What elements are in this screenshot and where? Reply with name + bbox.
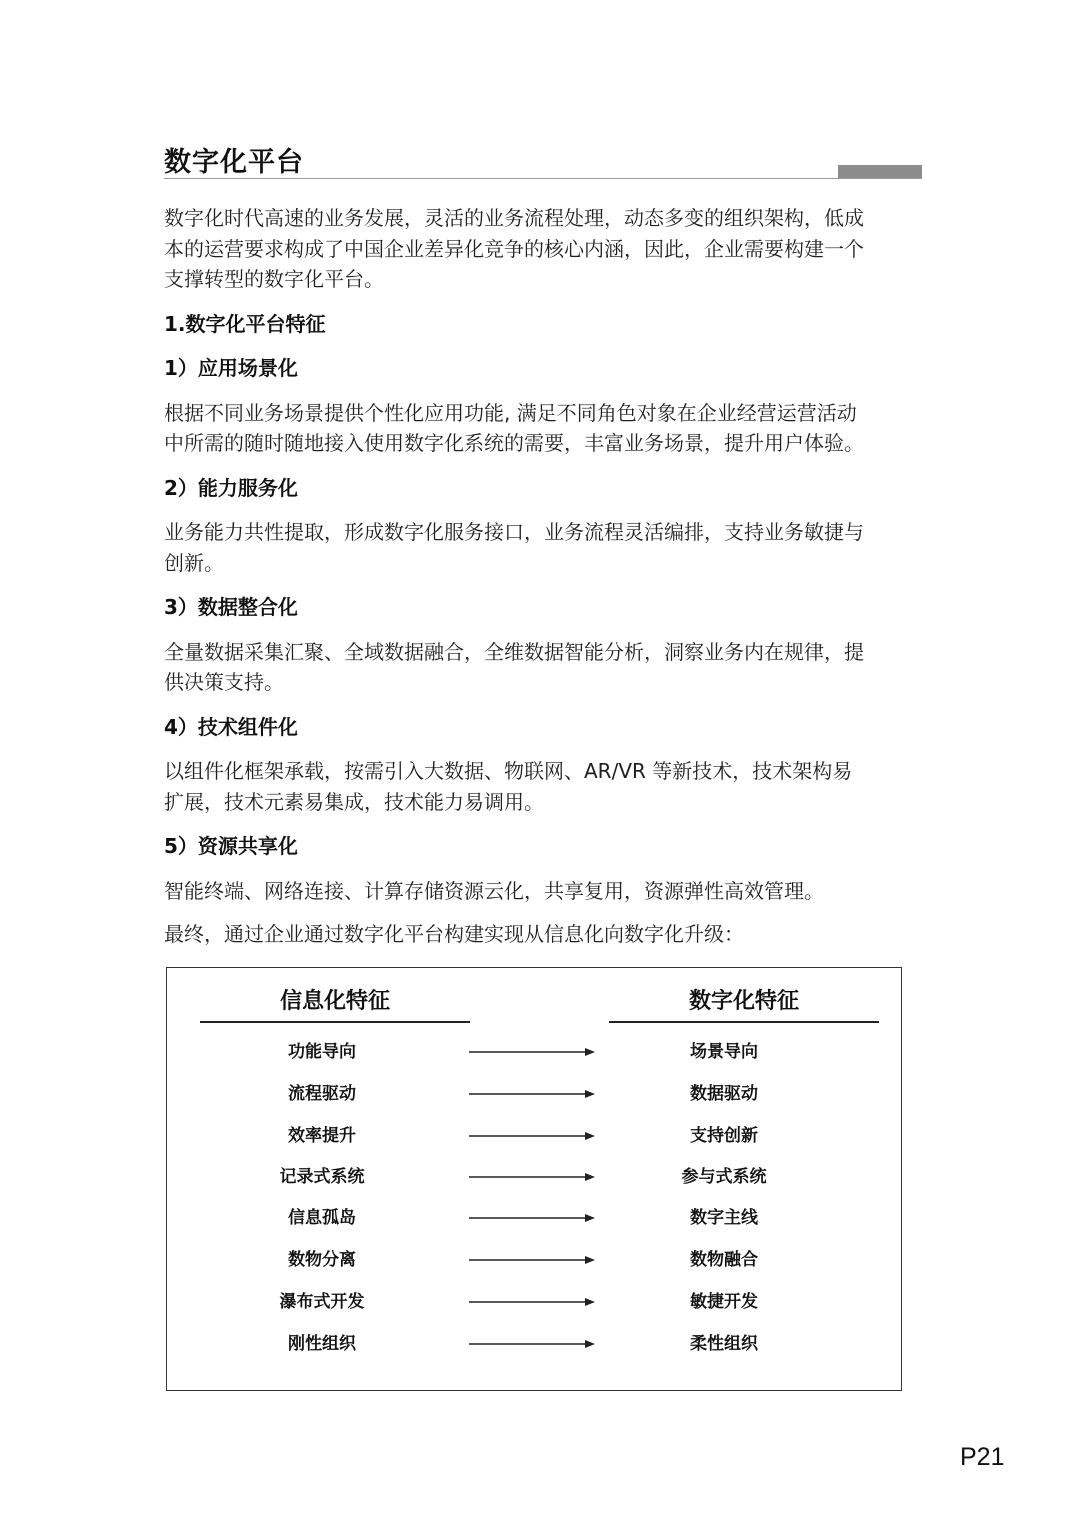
item-line: 业务能力共性提取，形成数字化服务接口，业务流程灵活编排，支持业务敏捷与	[164, 520, 864, 544]
right-title-rule	[609, 1021, 879, 1023]
comparison-row	[167, 1247, 903, 1273]
comparison-row	[167, 1164, 903, 1190]
info-feature: 刚性组织	[288, 1334, 356, 1354]
digital-feature: 场景导向	[690, 1042, 758, 1062]
item-line: 扩展，技术元素易集成，技术能力易调用。	[164, 789, 544, 814]
item-title: 5）资源共享化	[164, 834, 298, 858]
intro-line: 数字化时代高速的业务发展，灵活的业务流程处理，动态多变的组织架构，低成	[164, 206, 864, 230]
digital-feature: 支持创新	[690, 1126, 758, 1146]
heading-accent-bar	[838, 165, 922, 178]
heading-rule	[164, 178, 922, 179]
item-line: 以组件化框架承载，按需引入大数据、物联网、AR/VR 等新技术，技术架构易	[164, 759, 853, 783]
page-number: P21	[960, 1443, 1005, 1471]
left-title-rule	[200, 1021, 470, 1023]
comparison-row	[167, 1289, 903, 1315]
item-line: 供决策支持。	[164, 670, 284, 694]
comparison-row	[167, 1081, 903, 1107]
digital-feature: 参与式系统	[681, 1167, 767, 1187]
info-feature: 流程驱动	[288, 1084, 356, 1104]
right-arrow-icon	[469, 1088, 595, 1100]
right-arrow-icon	[469, 1296, 595, 1308]
comparison-figure	[166, 967, 902, 1391]
comparison-row	[167, 1039, 903, 1065]
item-title: 4）技术组件化	[164, 714, 298, 739]
item-line: 创新。	[164, 550, 224, 575]
item-line: 全量数据采集汇聚、全域数据融合，全维数据智能分析，洞察业务内在规律，提	[164, 639, 864, 664]
info-feature: 数物分离	[288, 1250, 356, 1270]
digital-feature: 数物融合	[690, 1250, 758, 1270]
right-arrow-icon	[469, 1254, 595, 1266]
digital-feature: 数据驱动	[690, 1084, 758, 1104]
comparison-row	[167, 1123, 903, 1149]
digital-feature: 柔性组织	[690, 1334, 758, 1354]
comparison-row	[167, 1205, 903, 1231]
page-heading: 数字化平台	[164, 147, 304, 178]
info-feature: 效率提升	[288, 1126, 356, 1146]
digital-feature: 数字主线	[690, 1208, 758, 1228]
right-arrow-icon	[469, 1338, 595, 1350]
info-feature: 功能导向	[288, 1042, 356, 1062]
item-title: 2）能力服务化	[164, 475, 298, 500]
right-arrow-icon	[469, 1212, 595, 1224]
intro-line: 支撑转型的数字化平台。	[164, 267, 384, 291]
item-line: 中所需的随时随地接入使用数字化系统的需要，丰富业务场景，提升用户体验。	[164, 431, 864, 455]
left-column-title: 信息化特征	[279, 989, 390, 1014]
right-column-title: 数字化特征	[688, 989, 799, 1014]
item-title: 1）应用场景化	[164, 356, 298, 380]
body-content	[164, 203, 924, 950]
info-feature: 信息孤岛	[288, 1208, 356, 1228]
digital-feature: 敏捷开发	[690, 1292, 758, 1312]
info-feature: 记录式系统	[279, 1167, 365, 1187]
section-title: 1.数字化平台特征	[164, 311, 326, 336]
intro-line: 本的运营要求构成了中国企业差异化竞争的核心内涵，因此，企业需要构建一个	[164, 236, 864, 261]
item-line: 根据不同业务场景提供个性化应用功能, 满足不同角色对象在企业经营运营活动	[164, 400, 857, 425]
item-line: 智能终端、网络连接、计算存储资源云化，共享复用，资源弹性高效管理。	[164, 878, 824, 903]
comparison-row	[167, 1331, 903, 1357]
info-feature: 瀑布式开发	[279, 1292, 365, 1312]
right-arrow-icon	[469, 1171, 595, 1183]
conclusion-text: 最终，通过企业通过数字化平台构建实现从信息化向数字化升级：	[164, 922, 744, 946]
right-arrow-icon	[469, 1046, 595, 1058]
item-title: 3）数据整合化	[164, 595, 298, 619]
right-arrow-icon	[469, 1130, 595, 1142]
